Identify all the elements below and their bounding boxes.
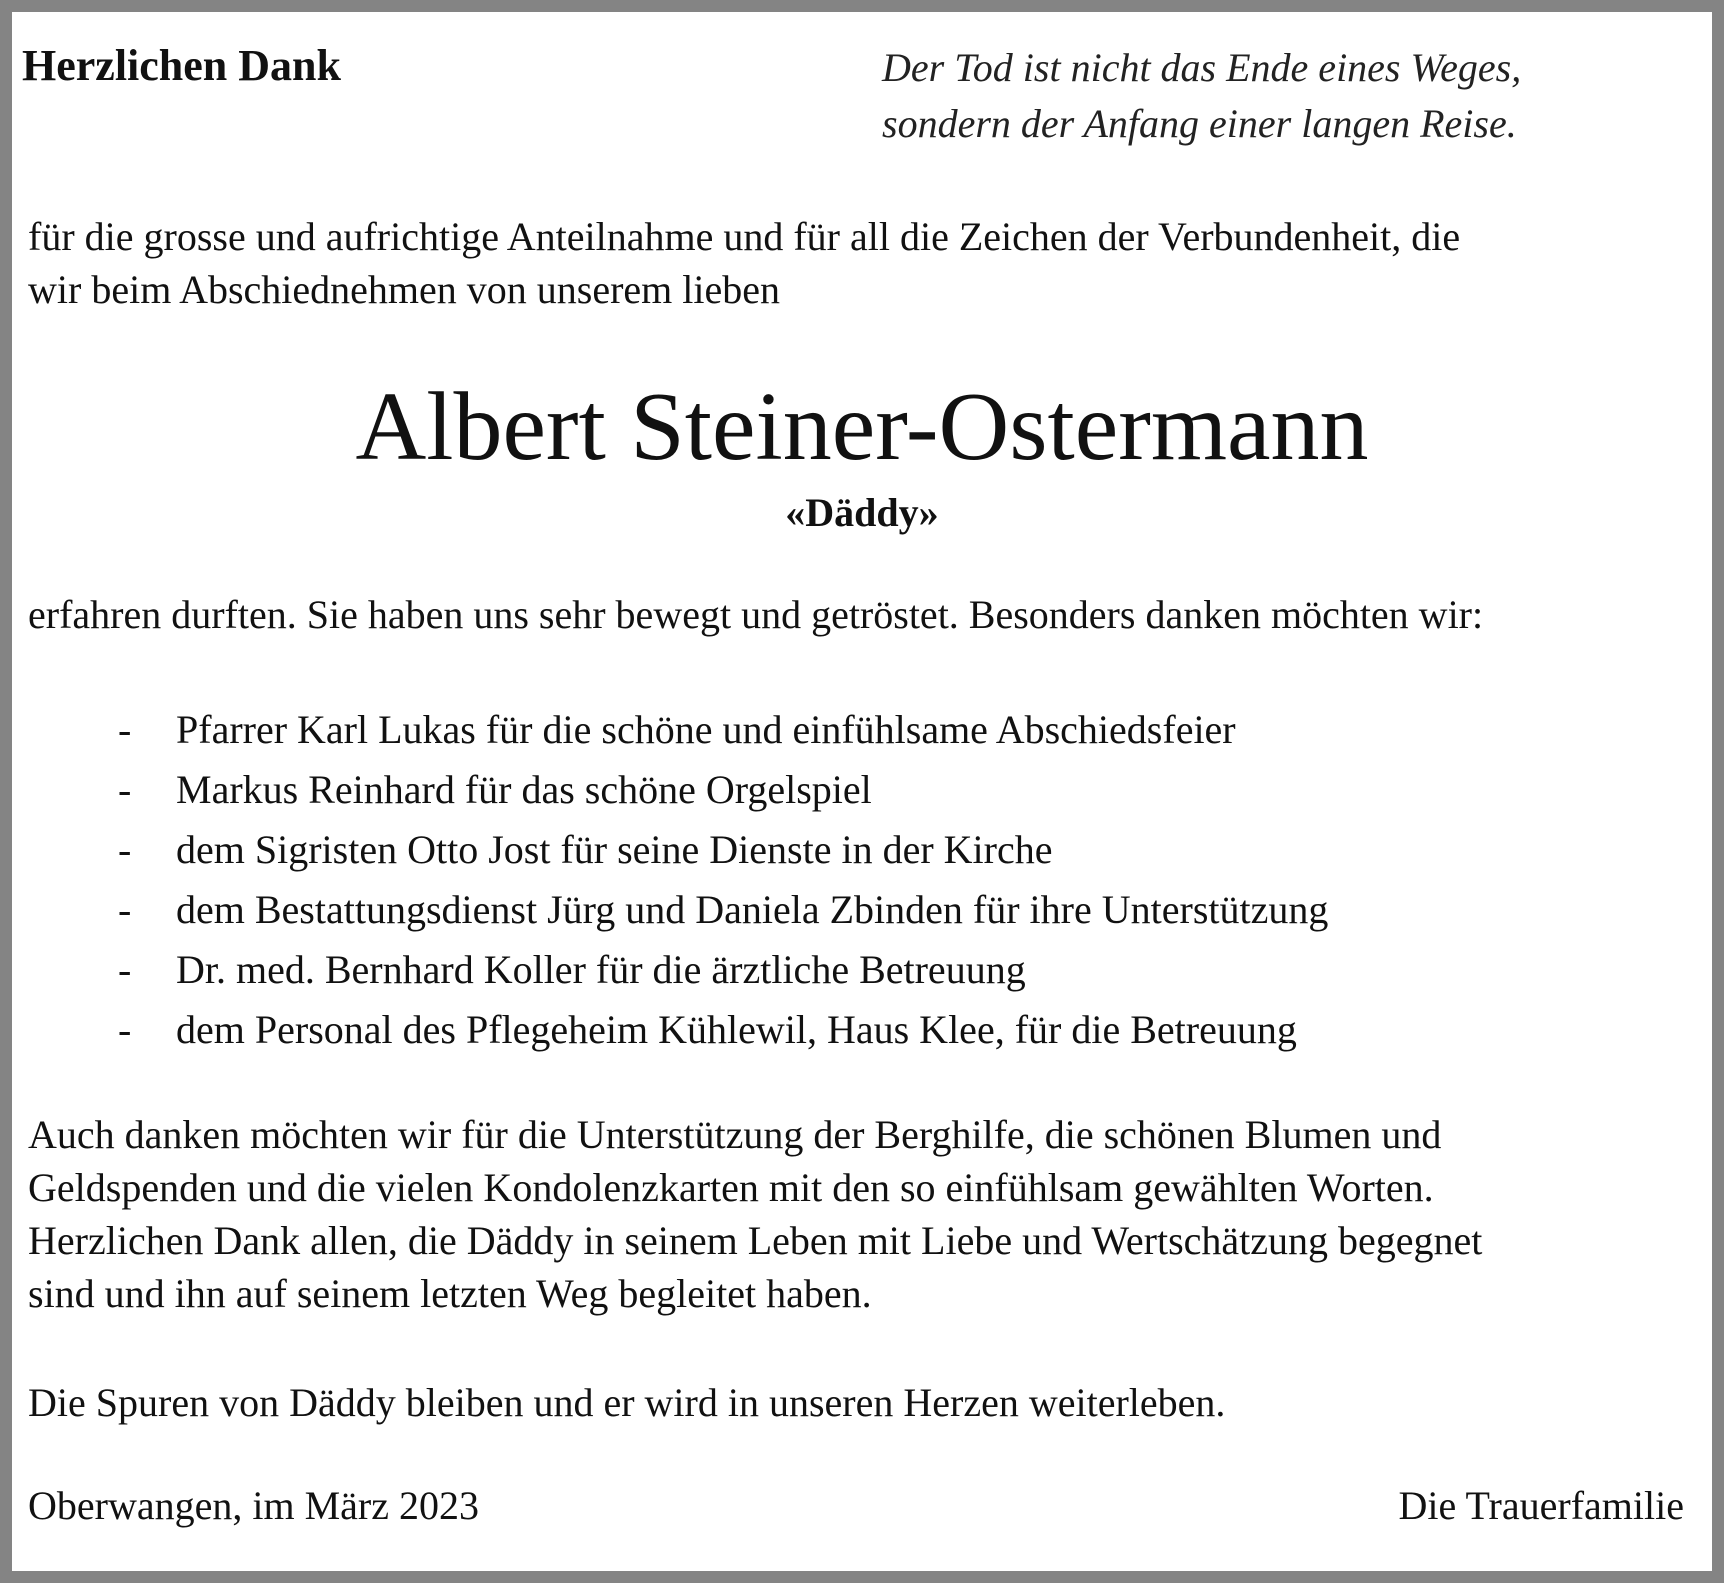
list-item-text: Dr. med. Bernhard Koller für die ärztliche Betreuung — [176, 947, 1026, 992]
motto-line-2: sondern der Anfang einer langen Reise. — [882, 101, 1517, 146]
list-dash: - — [118, 767, 132, 812]
list-item — [118, 760, 1328, 820]
intro-line-2: wir beim Abschiednehmen von unserem lieben — [28, 267, 781, 312]
list-item-text: dem Sigristen Otto Jost für seine Dienste in der Kirche — [176, 827, 1053, 872]
list-item-text: dem Personal des Pflegeheim Kühlewil, Haus Klee, für die Betreuung — [176, 1007, 1297, 1052]
closing-line-2: Geldspenden und die vielen Kondolenzkarten mit den so einfühlsam gewählten Worten. — [28, 1165, 1434, 1210]
intro-paragraph — [28, 210, 1460, 316]
deceased-name: Albert Steiner-Ostermann — [355, 373, 1369, 481]
thanks-list — [118, 700, 1328, 1060]
list-dash: - — [118, 1007, 132, 1052]
closing-line-3: Herzlichen Dank allen, die Däddy in seinem Leben mit Liebe und Wertschätzung begegnet — [28, 1218, 1483, 1263]
list-item — [118, 1000, 1328, 1060]
signature: Die Trauerfamilie — [1398, 1483, 1684, 1528]
closing-line-4: sind und ihn auf seinem letzten Weg begleitet haben. — [28, 1271, 872, 1316]
memory-paragraph — [28, 1376, 1225, 1429]
deceased-nickname: «Däddy» — [785, 490, 939, 535]
closing-line-1: Auch danken möchten wir für die Unterstützung der Berghilfe, die schönen Blumen und — [28, 1112, 1442, 1157]
motto-quote — [882, 40, 1521, 152]
transition-paragraph — [28, 588, 1483, 641]
list-item — [118, 940, 1328, 1000]
list-dash: - — [118, 947, 132, 992]
list-item-text: dem Bestattungsdienst Jürg und Daniela Zbinden für ihre Unterstützung — [176, 887, 1329, 932]
list-item — [118, 700, 1328, 760]
list-dash: - — [118, 707, 132, 752]
heading: Herzlichen Dank — [22, 41, 341, 90]
intro-line-1: für die grosse und aufrichtige Anteilnahme und für all die Zeichen der Verbundenheit, die — [28, 214, 1461, 259]
list-dash: - — [118, 827, 132, 872]
list-item — [118, 880, 1328, 940]
list-item-text: Markus Reinhard für das schöne Orgelspiel — [176, 767, 872, 812]
transition-line: erfahren durften. Sie haben uns sehr bewegt und getröstet. Besonders danken möchten wir: — [28, 592, 1484, 637]
motto-line-1: Der Tod ist nicht das Ende eines Weges, — [882, 45, 1522, 90]
place-date: Oberwangen, im März 2023 — [28, 1483, 479, 1528]
memory-line: Die Spuren von Däddy bleiben und er wird in unseren Herzen weiterleben. — [28, 1380, 1226, 1425]
list-item-text: Pfarrer Karl Lukas für die schöne und einfühlsame Abschiedsfeier — [176, 707, 1236, 752]
closing-paragraph — [28, 1108, 1482, 1320]
list-dash: - — [118, 887, 132, 932]
list-item — [118, 820, 1328, 880]
